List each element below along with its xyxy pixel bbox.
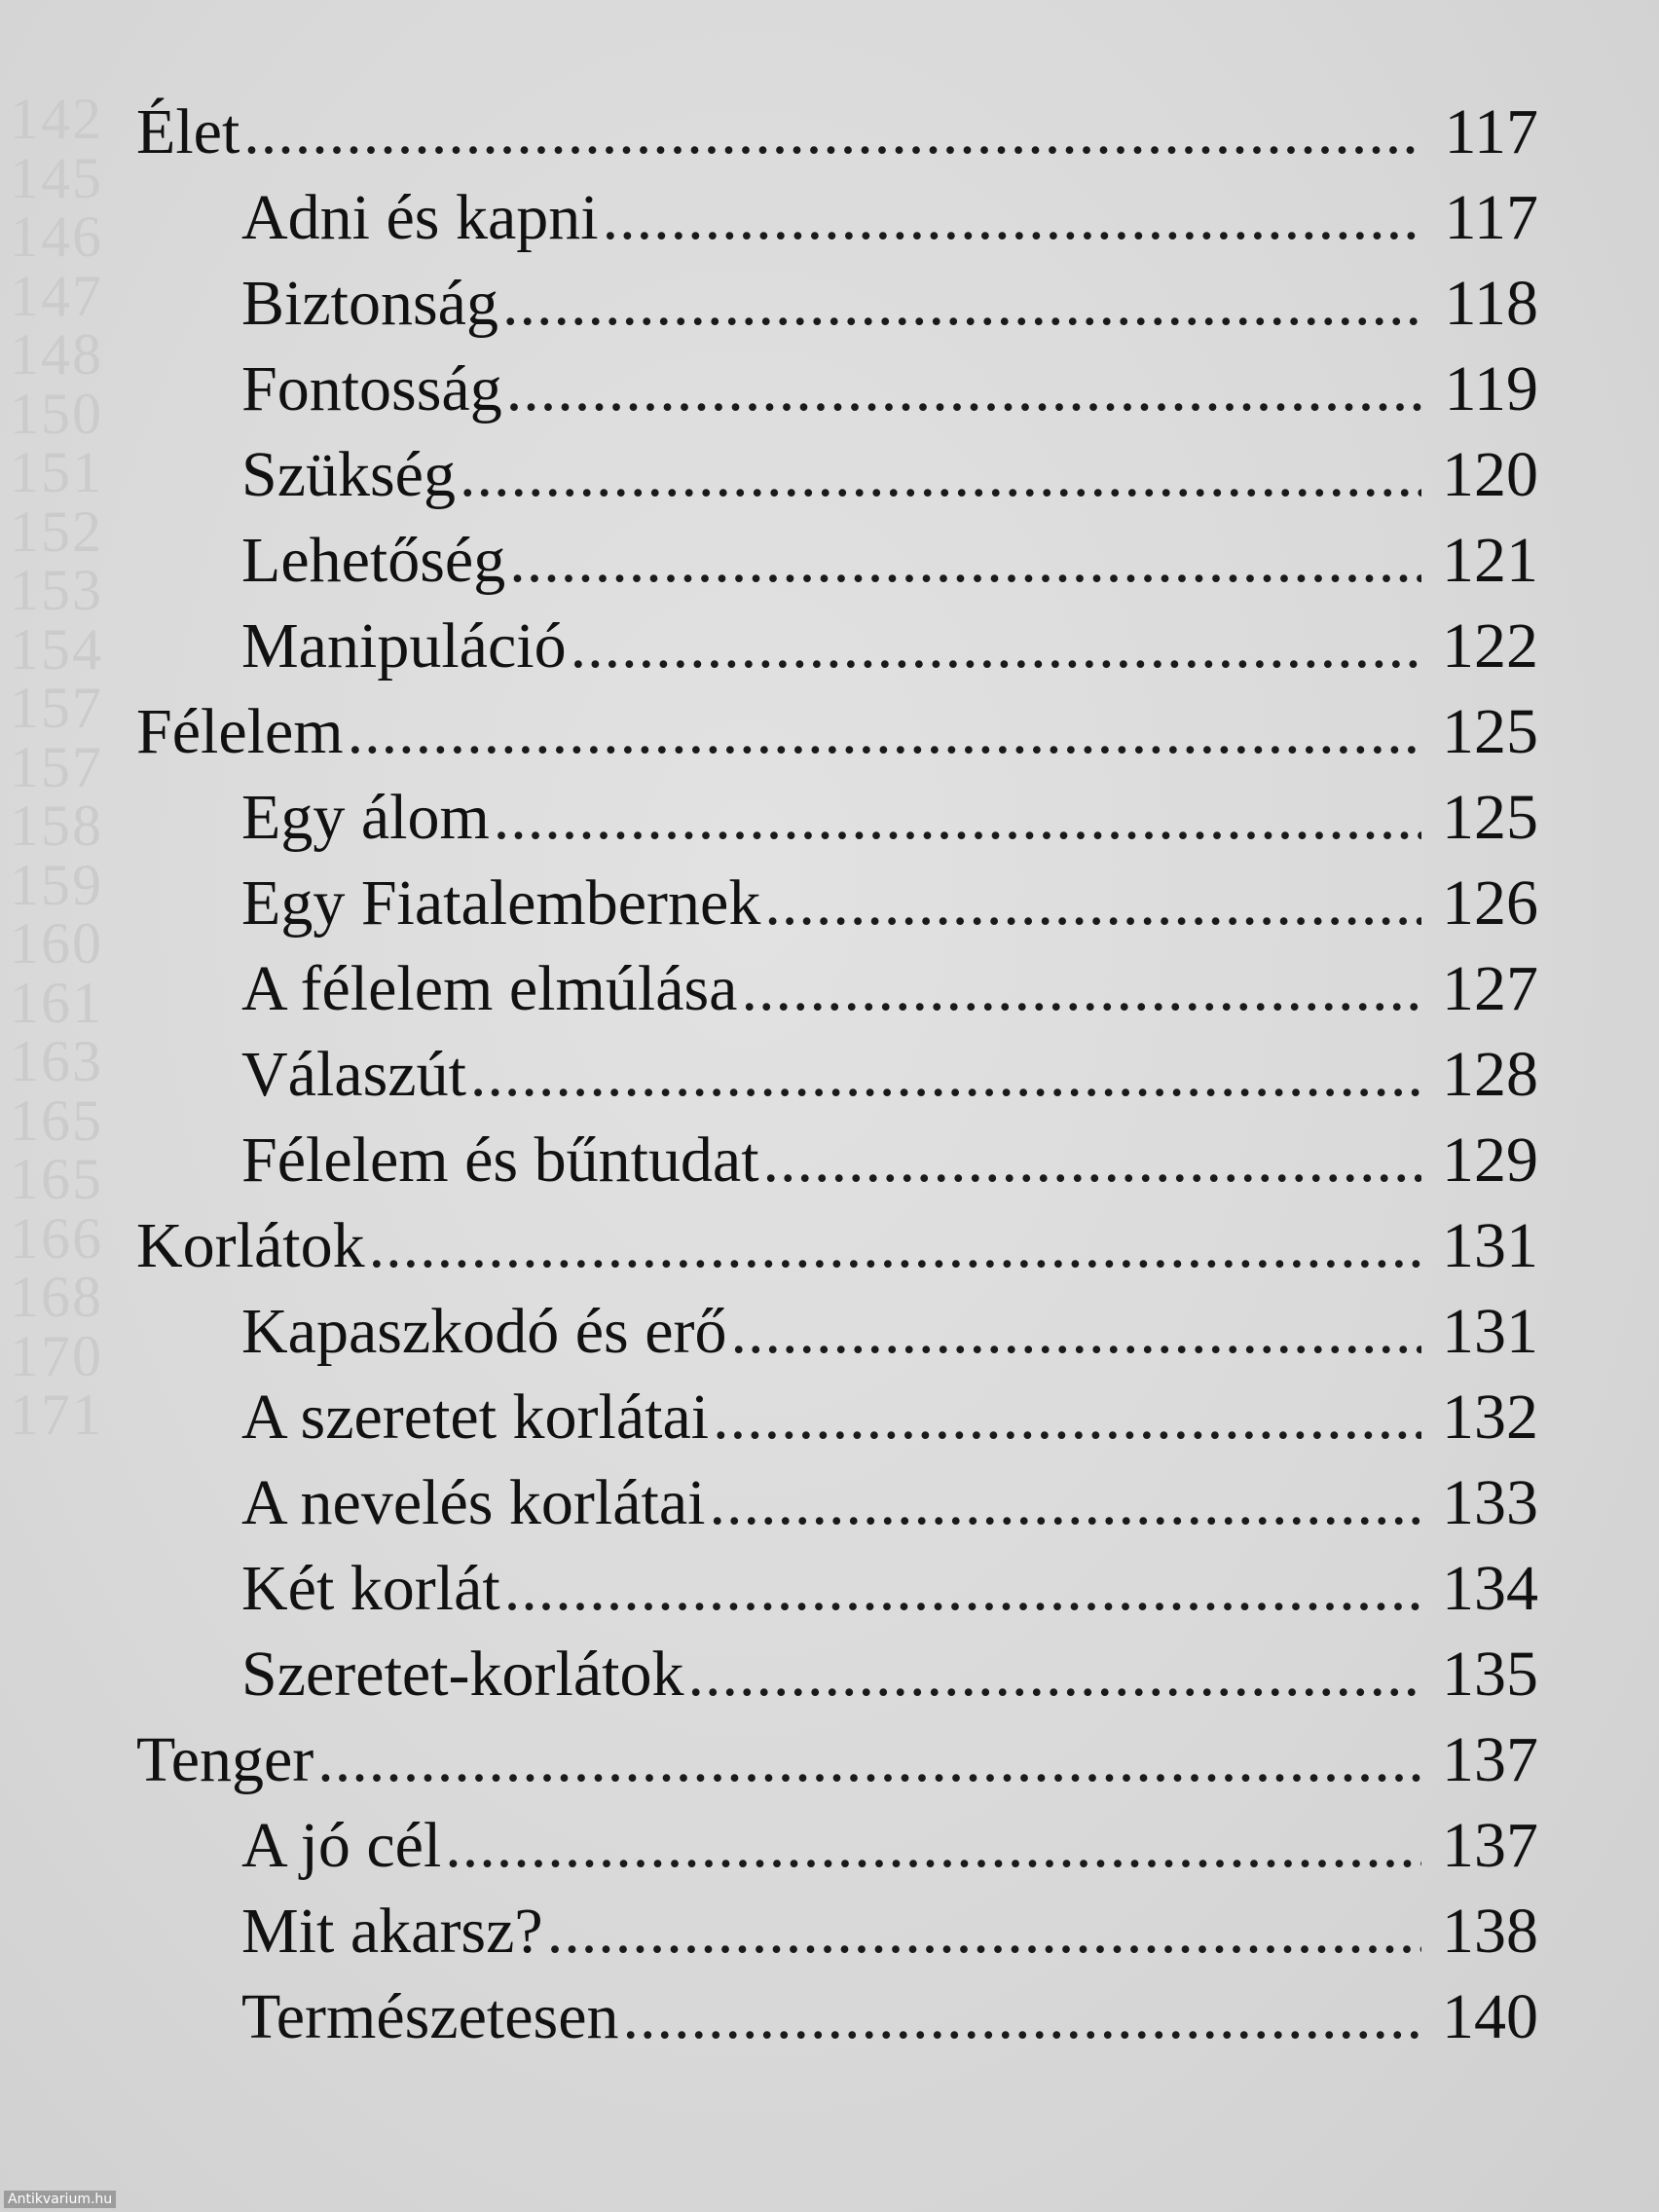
dot-leader (494, 781, 1421, 855)
toc-entry-title: Kapaszkodó és erő (241, 1296, 727, 1367)
dot-leader (445, 1809, 1421, 1883)
bleed-through-number: 171 (10, 1382, 103, 1447)
toc-section-row (136, 1552, 1538, 1638)
toc-page-number: 137 (1442, 1724, 1538, 1795)
toc-entry-title: Élet (136, 96, 240, 167)
toc-page-number: 118 (1444, 268, 1538, 339)
toc-entry-title: Természetesen (241, 1981, 619, 2052)
toc-chapter-row (136, 1209, 1538, 1295)
dot-leader (687, 1638, 1421, 1712)
toc-entry-title: Szeretet-korlátok (241, 1639, 684, 1710)
toc-section-row (136, 1038, 1538, 1124)
toc-section-row (136, 866, 1538, 952)
bleed-through-number: 148 (10, 322, 103, 387)
toc-section-row (136, 524, 1538, 609)
dot-leader (502, 267, 1421, 341)
toc-entry-title: Egy Fiatalembernek (241, 867, 761, 939)
dot-leader (506, 352, 1421, 426)
bleed-through-number: 166 (10, 1205, 103, 1271)
bleed-through-number: 152 (10, 498, 103, 564)
dot-leader (623, 1980, 1422, 2054)
toc-entry-title: Lehetőség (241, 525, 506, 596)
toc-entry-title: Egy álom (241, 782, 490, 853)
toc-section-row (136, 1980, 1538, 2066)
dot-leader (317, 1723, 1421, 1797)
dot-leader (243, 95, 1421, 169)
toc-section-row (136, 1381, 1538, 1466)
toc-page-number: 132 (1442, 1382, 1538, 1453)
toc-page-number: 119 (1444, 353, 1538, 424)
bleed-through-number: 145 (10, 145, 103, 210)
dot-leader (713, 1381, 1421, 1455)
bleed-through-number: 160 (10, 911, 103, 976)
toc-entry-title: Félelem (136, 696, 344, 767)
toc-page-number: 125 (1442, 782, 1538, 853)
toc-entry-title: Mit akarsz? (241, 1896, 543, 1967)
toc-entry-title: Manipuláció (241, 610, 567, 682)
toc-page-number: 128 (1442, 1039, 1538, 1110)
toc-section-row (136, 1295, 1538, 1381)
toc-page-number: 138 (1442, 1896, 1538, 1967)
bleed-through-number: 161 (10, 970, 103, 1035)
bleed-through-number: 157 (10, 734, 103, 799)
dot-leader (509, 524, 1421, 598)
toc-page-number: 126 (1442, 867, 1538, 939)
toc-section-row (136, 1638, 1538, 1723)
bleed-through-number: 154 (10, 616, 103, 682)
bleed-through-number: 159 (10, 852, 103, 917)
toc-entry-title: Biztonság (241, 268, 498, 339)
bleed-through-number: 165 (10, 1088, 103, 1153)
toc-chapter-row (136, 95, 1538, 181)
dot-leader (369, 1209, 1421, 1283)
toc-page-number: 133 (1442, 1467, 1538, 1538)
toc-page-number: 129 (1442, 1124, 1538, 1196)
toc-entry-title: Félelem és bűntudat (241, 1124, 759, 1196)
toc-entry-title: A nevelés korlátai (241, 1467, 706, 1538)
toc-page-number: 131 (1442, 1296, 1538, 1367)
toc-entry-title: A félelem elmúlása (241, 953, 738, 1024)
toc-chapter-row (136, 695, 1538, 781)
toc-entry-title: Két korlát (241, 1553, 500, 1624)
toc-page-number: 140 (1442, 1981, 1538, 2052)
toc-entry-title: Adni és kapni (241, 182, 599, 253)
dot-leader (348, 695, 1421, 769)
bleed-through-number: 142 (10, 87, 103, 151)
toc-page-number: 125 (1442, 696, 1538, 767)
bleed-through-number: 151 (10, 440, 103, 504)
dot-leader (710, 1466, 1421, 1540)
toc-section-row (136, 952, 1538, 1038)
toc-page-number: 134 (1442, 1553, 1538, 1624)
bleed-through-number: 157 (10, 676, 103, 740)
dot-leader (730, 1295, 1421, 1369)
watermark: Antikvarium.hu (4, 2191, 116, 2208)
toc-entry-title: Fontosság (241, 353, 502, 424)
dot-leader (603, 181, 1421, 255)
bleed-through-number: 147 (10, 263, 103, 328)
toc-entry-title: Válaszút (241, 1039, 466, 1110)
toc-section-row (136, 181, 1538, 267)
dot-leader (547, 1895, 1421, 1969)
toc-page-number: 135 (1442, 1639, 1538, 1710)
toc-page-number: 120 (1442, 439, 1538, 510)
toc-page-number: 117 (1444, 96, 1538, 167)
bleed-through-number: 146 (10, 204, 103, 269)
toc-section-row (136, 1809, 1538, 1895)
bleed-through-number: 170 (10, 1323, 103, 1388)
dot-leader (470, 1038, 1421, 1112)
toc-section-row (136, 438, 1538, 524)
dot-leader (504, 1552, 1421, 1626)
bleed-through-number: 158 (10, 793, 103, 858)
toc-page-number: 131 (1442, 1210, 1538, 1281)
toc-page-number: 127 (1442, 953, 1538, 1024)
toc-section-row (136, 1895, 1538, 1980)
toc-entry-title: Korlátok (136, 1210, 365, 1281)
toc-section-row (136, 609, 1538, 695)
bleed-through-number: 153 (10, 558, 103, 622)
toc-page-number: 122 (1442, 610, 1538, 682)
bleed-through-number: 150 (10, 381, 103, 446)
dot-leader (764, 866, 1421, 940)
toc-page-number: 117 (1444, 182, 1538, 253)
toc-page-number: 137 (1442, 1810, 1538, 1881)
table-of-contents (136, 95, 1538, 2066)
dot-leader (763, 1124, 1421, 1198)
dot-leader (741, 952, 1421, 1026)
toc-entry-title: Szükség (241, 439, 456, 510)
toc-entry-title: Tenger (136, 1724, 314, 1795)
toc-section-row (136, 267, 1538, 352)
toc-page-number: 121 (1442, 525, 1538, 596)
dot-leader (571, 609, 1421, 683)
bleed-through-number: 163 (10, 1029, 103, 1093)
bleed-through-number: 168 (10, 1265, 103, 1329)
toc-chapter-row (136, 1723, 1538, 1809)
toc-section-row (136, 352, 1538, 438)
toc-section-row (136, 781, 1538, 866)
dot-leader (460, 438, 1421, 512)
toc-section-row (136, 1124, 1538, 1209)
toc-entry-title: A szeretet korlátai (241, 1382, 710, 1453)
toc-section-row (136, 1466, 1538, 1552)
bleed-through-number: 165 (10, 1147, 103, 1211)
toc-entry-title: A jó cél (241, 1810, 442, 1881)
